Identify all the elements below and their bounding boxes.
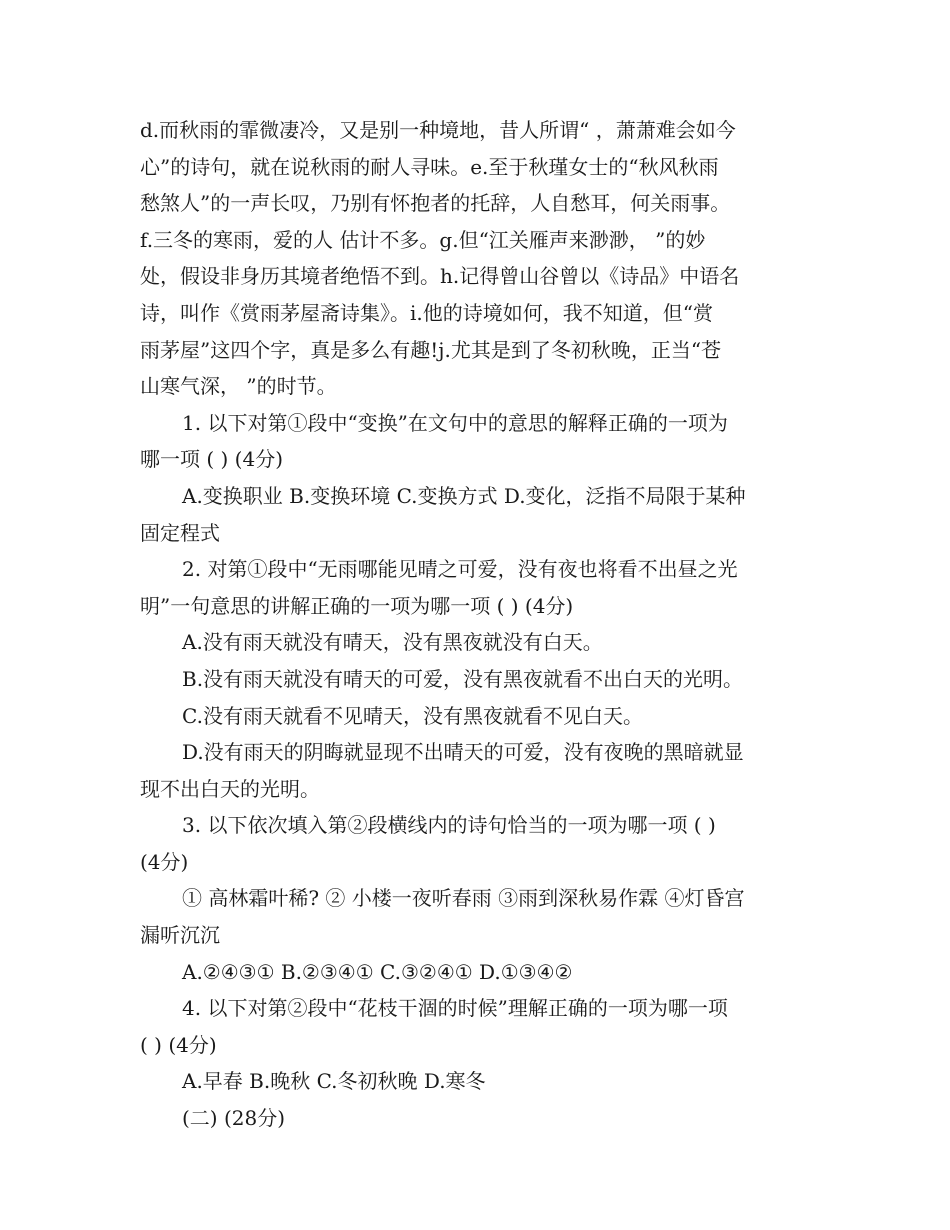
text-line: 心”的诗句，就在说秋雨的耐人寻味。e.至于秋瑾女士的“秋风秋雨 [140, 154, 719, 179]
text-line: D.没有雨天的阴晦就显现不出晴天的可爱，没有夜晚的黑暗就显 [182, 740, 744, 765]
text-line: A.②④③① B.②③④① C.③②④① D.①③④② [182, 959, 573, 984]
text-line: 愁煞人”的一声长叹，乃别有怀抱者的托辞，人自愁耳，何关雨事。 [140, 191, 731, 216]
text-line: C.没有雨天就看不见晴天，没有黑夜就看不见白天。 [182, 703, 643, 728]
text-line: 漏听沉沉 [140, 923, 220, 948]
text-line: 4. 以下对第②段中“花枝干涸的时候”理解正确的一项为哪一项 [182, 996, 728, 1021]
text-line: d.而秋雨的霏微凄冷，又是别一种境地，昔人所谓“ ，萧萧难会如今 [140, 118, 736, 142]
text-line: 1. 以下对第①段中“变换”在文句中的意思的解释正确的一项为 [182, 410, 728, 435]
text-line: 2. 对第①段中“无雨哪能见晴之可爱，没有夜也将看不出昼之光 [182, 557, 738, 582]
text-line: 山寒气深， ”的时节。 [140, 374, 337, 399]
document-body [140, 112, 820, 1137]
text-line: 明”一句意思的讲解正确的一项为哪一项 ( ) (4分) [140, 593, 574, 618]
text-line: A.变换职业 B.变换环境 C.变换方式 D.变化，泛指不局限于某种 [182, 483, 746, 508]
text-line: A.没有雨天就没有晴天，没有黑夜就没有白天。 [182, 630, 603, 655]
text-line: B.没有雨天就没有晴天的可爱，没有黑夜就看不出白天的光明。 [182, 666, 744, 691]
text-line: ① 高林霜叶稀? ② 小楼一夜听春雨 ③雨到深秋易作霖 ④灯昏宫 [182, 886, 745, 911]
text-line: 现不出白天的光明。 [140, 776, 320, 801]
text-line: ( ) (4分) [140, 1032, 217, 1057]
text-line: 3. 以下依次填入第②段横线内的诗句恰当的一项为哪一项 ( ) [182, 813, 716, 838]
text-line: 哪一项 ( ) (4分) [140, 447, 284, 472]
text-line: A.早春 B.晚秋 C.冬初秋晚 D.寒冬 [182, 1069, 486, 1094]
text-line: 处，假设非身历其境者绝悟不到。h.记得曾山谷曾以《诗品》中语名 [140, 264, 740, 289]
text-line: (二) (28分) [182, 1106, 286, 1131]
text-line: (4分) [140, 849, 189, 874]
text-line: 雨茅屋”这四个字，真是多么有趣!j.尤其是到了冬初秋晚，正当“苍 [140, 337, 722, 362]
text-line: 诗，叫作《赏雨茅屋斋诗集》。i.他的诗境如何，我不知道，但“赏 [140, 300, 713, 325]
text-line: f.三冬的寒雨，爱的人 估计不多。g.但“江关雁声来渺渺， ”的妙 [140, 227, 706, 252]
text-line: 固定程式 [140, 520, 220, 545]
